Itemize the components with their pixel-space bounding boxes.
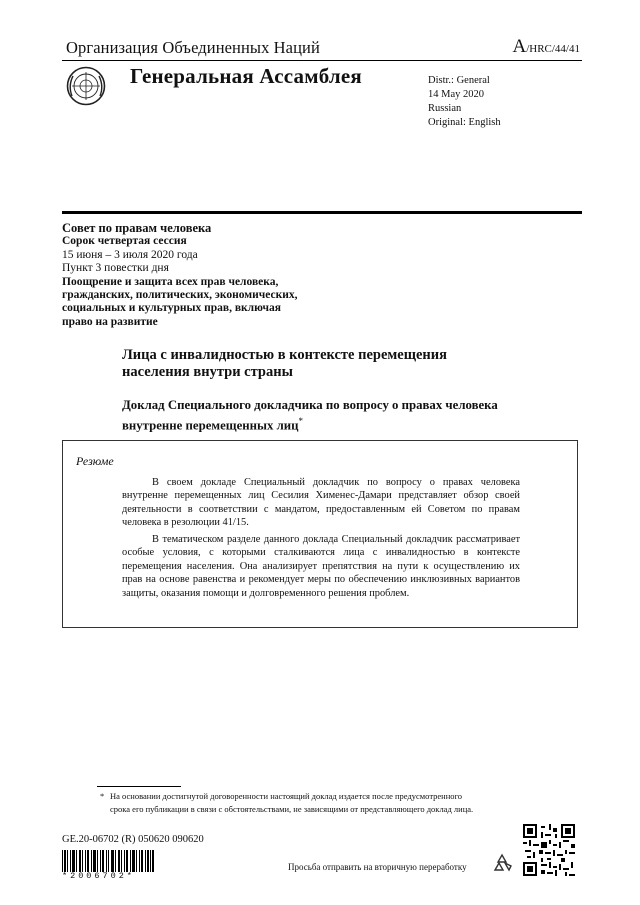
summary-heading: Резюме (76, 454, 114, 468)
council-name: Совет по правам человека (62, 221, 212, 235)
title-line: Лица с инвалидностью в контексте перемещения (122, 347, 447, 363)
footnote-reference: * (298, 415, 304, 426)
header-rule (62, 60, 582, 61)
symbol-rest: /HRC/44/41 (526, 43, 580, 55)
language-line: Russian (428, 103, 462, 114)
date-line: 14 May 2020 (428, 89, 484, 100)
symbol-prefix: A (512, 36, 527, 57)
agenda-line: право на развитие (62, 315, 158, 328)
session-name: Сорок четвертая сессия (62, 235, 187, 248)
agenda-line: социальных и культурных прав, включая (62, 302, 281, 315)
qr-code-icon (523, 824, 575, 876)
original-language-line: Original: English (428, 117, 501, 128)
footnote-rule (97, 786, 181, 787)
summary-paragraph: В тематическом разделе данного доклада Специальный докладчик рассматривает особые условия, с которыми сталкиваются лица с инвалидностью в контексте перемещения населения. Она анализирует препятствия на пути к осуществлению их прав на основе равенства и рекомендует меры по обеспечению инклюзивных вариантов защиты, оказания помощи и долговременного решения проблем. (122, 534, 520, 599)
footnote (100, 790, 482, 816)
barcode-number: *2006702* (62, 871, 135, 881)
title-line: населения внутри страны (122, 364, 293, 380)
subtitle-line: Доклад Специального докладчика по вопросу о правах человека (122, 398, 498, 412)
footnote-text: На основании достигнутой договоренности настоящий доклад издается после предусмотренного срока его публикации в связи с обстоятельствами, не зависящими от представляющего доклад лица. (110, 791, 474, 814)
distribution-block (428, 74, 501, 130)
report-title (122, 347, 522, 381)
recycle-icon (491, 852, 513, 874)
footnote-mark: * (100, 791, 105, 801)
summary-paragraph: В своем докладе Специальный докладчик по вопросу о правах человека внутренне перемещенных лиц Сесилия Хименес-Дамари представляет обзор своей деятельности в соответствии с мандатом, предоставленным ей Советом по правам человека в резолюции 41/15. (122, 477, 520, 529)
agenda-line: Поощрение и защита всех прав человека, (62, 275, 279, 288)
council-block (62, 222, 342, 329)
document-number: GE.20-06702 (R) 050620 090620 (62, 834, 204, 845)
session-dates: 15 июня – 3 июля 2020 года (62, 248, 198, 261)
subtitle-line: внутренне перемещенных лиц (122, 417, 299, 432)
document-symbol (512, 36, 580, 58)
report-subtitle (122, 398, 542, 433)
distribution-line: Distr.: General (428, 75, 490, 86)
agenda-item: Пункт 3 повестки дня (62, 262, 169, 275)
agenda-line: гражданских, политических, экономических, (62, 289, 298, 302)
thick-rule (62, 211, 582, 214)
recycle-notice: Просьба отправить на вторичную переработку (288, 862, 467, 872)
un-emblem-icon (66, 66, 106, 106)
barcode-icon (62, 850, 154, 872)
assembly-title: Генеральная Ассамблея (130, 64, 362, 88)
organization-name: Организация Объединенных Наций (66, 38, 320, 57)
